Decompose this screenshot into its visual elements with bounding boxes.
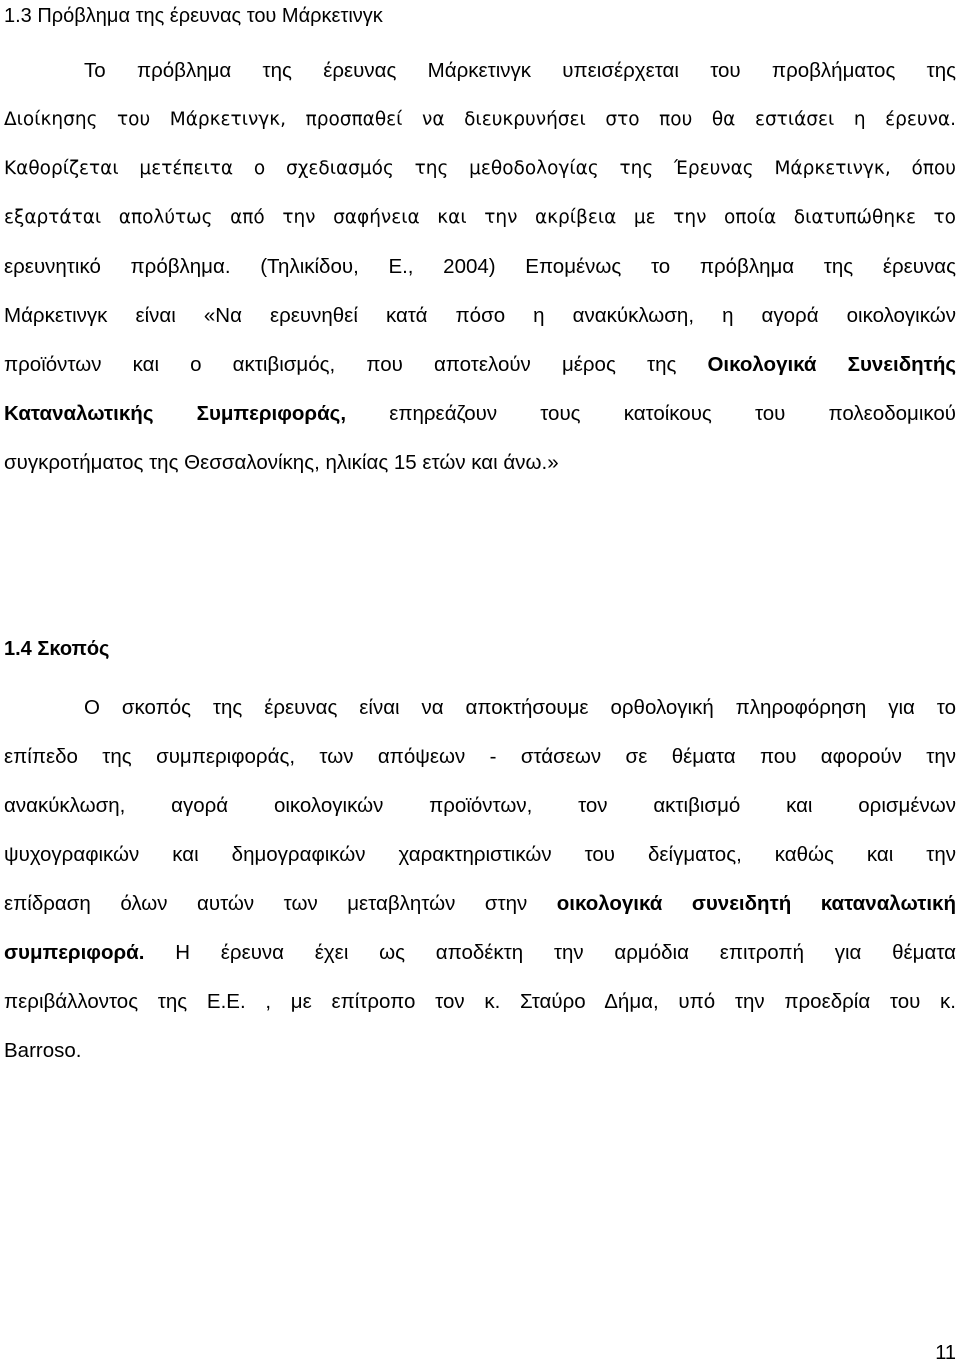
- paragraph-text: προϊόντων και ο ακτιβισμός, που αποτελούν μέρος της: [4, 353, 708, 376]
- paragraph-line: ανακύκλωση, αγορά οικολογικών προϊόντων, τον ακτιβισμό και ορισμένων: [4, 794, 956, 817]
- paragraph-line: Διοίκησης του Μάρκετινγκ, προσπαθεί να διευκρυνήσει στο που θα εστιάσει η έρευνα.: [4, 109, 956, 130]
- paragraph-text: επηρεάζουν τους κατοίκους του πολεοδομικού: [346, 402, 956, 425]
- paragraph-line: Ο σκοπός της έρευνας είναι να αποκτήσουμε ορθολογική πληροφόρηση για το: [84, 696, 956, 719]
- paragraph-text: Η έρευνα έχει ως αποδέκτη την αρμόδια επιτροπή για θέματα: [144, 941, 956, 964]
- bold-term: οικολογικά συνειδητή καταναλωτική: [556, 892, 956, 915]
- paragraph-line: Μάρκετινγκ είναι «Να ερευνηθεί κατά πόσο η ανακύκλωση, η αγορά οικολογικών: [4, 304, 956, 327]
- paragraph-line: [4, 340, 956, 389]
- paragraph-line: ερευνητικό πρόβλημα. (Τηλικίδου, Ε., 2004) Επομένως το πρόβλημα της έρευνας: [4, 255, 956, 278]
- bold-term: συμπεριφορά.: [4, 941, 145, 964]
- section-heading-1-4: 1.4 Σκοπός: [4, 638, 110, 660]
- paragraph-line: [4, 928, 956, 977]
- paragraph-line: Barroso.: [4, 1039, 82, 1062]
- paragraph-purpose: [4, 683, 956, 1075]
- paragraph-line: Καθορίζεται μετέπειτα ο σχεδιασμός της μεθοδολογίας της Έρευνας Μάρκετινγκ, όπου: [4, 158, 956, 179]
- bold-term: Καταναλωτικής Συμπεριφοράς,: [4, 402, 347, 425]
- bold-term: Οικολογικά Συνειδητής: [707, 353, 956, 376]
- paragraph-line: επίπεδο της συμπεριφοράς, των απόψεων - στάσεων σε θέματα που αφορούν την: [4, 745, 956, 768]
- paragraph-line: [4, 389, 956, 438]
- paragraph-research-problem: [4, 46, 956, 487]
- paragraph-line: εξαρτάται απολύτως από την σαφήνεια και την ακρίβεια με την οποία διατυπώθηκε το: [4, 207, 956, 228]
- paragraph-text: επίδραση όλων αυτών των μεταβλητών στην: [4, 892, 557, 915]
- page-number: 11: [935, 1342, 956, 1364]
- section-heading-1-3: 1.3 Πρόβλημα της έρευνας του Μάρκετινγκ: [4, 5, 383, 27]
- paragraph-line: ψυχογραφικών και δημογραφικών χαρακτηριστικών του δείγματος, καθώς και την: [4, 843, 956, 866]
- paragraph-line: Το πρόβλημα της έρευνας Μάρκετινγκ υπεισέρχεται του προβλήματος της: [84, 59, 956, 82]
- paragraph-line: περιβάλλοντος της Ε.Ε. , με επίτροπο τον κ. Σταύρο Δήμα, υπό την προεδρία του κ.: [4, 990, 956, 1013]
- paragraph-line: [4, 879, 956, 928]
- paragraph-line: συγκροτήματος της Θεσσαλονίκης, ηλικίας 15 ετών και άνω.»: [4, 451, 559, 474]
